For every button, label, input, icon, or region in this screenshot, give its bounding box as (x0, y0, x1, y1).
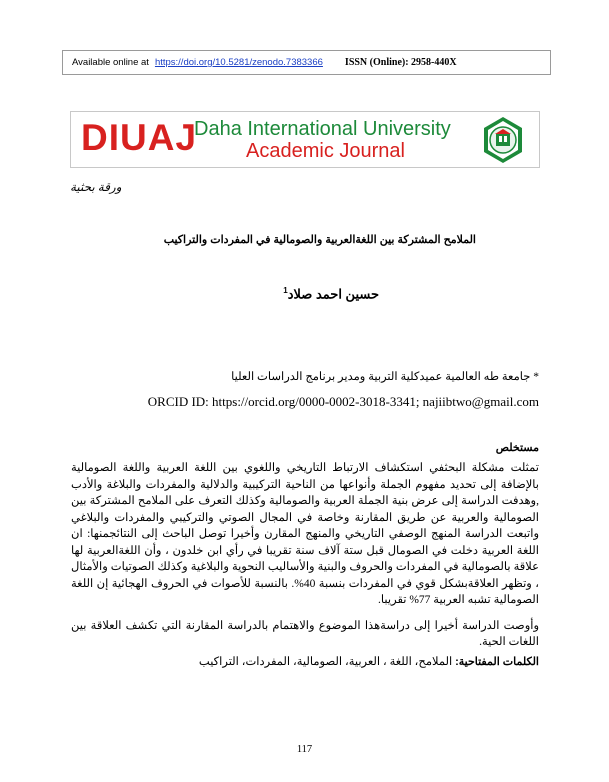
keywords-text: الملامح، اللغة ، العربية، الصومالية، المفردات، التراكيب (198, 656, 453, 668)
paper-type-label: ورقة بحثية (70, 180, 122, 194)
keywords-label: الكلمات المفتاحية: (455, 656, 539, 668)
journal-name-line1: Daha International University (194, 118, 451, 140)
author-name-text: حسين احمد صلاد (287, 286, 379, 302)
abstract-paragraph-1: تمثلت مشكلة البحثفي استكشاف الارتباط التاريخي واللغوي بين اللغة العربية واللغة الصومالية بالإضافة إلى تحديد مفهوم الجملة وأنواعها من الناحية التركيبية والدلالية والمفردات والبلاغة والأدب ,وهدفت الدراسة إلى عرض بنية الجملة العربية والصومالية وكذلك التعرف على الملامح المشتركة بين الصومالية والعربية عن طريق المقارنة وخاصة في المجال الصوتي والتركيبي والمفردات والبلاغي واتبعت الدراسة المنهج الوصفي التاريخي والمنهج المقارن وأخيرا توصل الباحث إلى النتائجمنها: ان اللغة العربية دخلت في الصومال قبل ستة آلاف سنة تقريبا في رأي ابن خلدون ، وأن اللغةالعربية لها علاقة بالصومالية في المفردات والحروف والبنية والأساليب النحوية والبلاغية وكذلك الصوتيات والأمثال ، وتظهر العلاقةبشكل قوي في المفردات بنسبة 40%. بالنسبة للأصوات في الحروف الهجائية إن اللغة الصومالية تشبه العربية 77% تقريبا. (71, 462, 539, 606)
author-name (283, 286, 379, 302)
abstract-paragraph-2: وأوصت الدراسة أخيرا إلى دراسةهذا الموضوع والاهتمام بالدراسة المقارنة التي تكشف العلاقة بين اللغات الحية. (71, 619, 539, 648)
author-superscript: 1 (283, 286, 288, 295)
abstract-heading: مستخلص (495, 442, 539, 454)
paper-title: الملامح المشتركة بين اللغةالعربية والصومالية في المفردات والتراكيب (163, 234, 476, 246)
abstract-body (71, 460, 539, 651)
journal-logo-banner (70, 111, 540, 168)
university-seal-icon (479, 116, 527, 164)
author-affiliation: * جامعة طه العالمية عميدكلية التربية ومدير برنامج الدراسات العليا (231, 371, 539, 383)
journal-name-line2: Academic Journal (246, 140, 405, 162)
publication-info-box (62, 50, 551, 75)
available-online-label: Available online at (72, 57, 149, 68)
issn-label: ISSN (Online): 2958-440X (344, 57, 457, 68)
keywords-line (199, 654, 539, 668)
doi-link[interactable]: https://doi.org/10.5281/zenodo.7383366 (154, 57, 323, 68)
orcid-contact: ORCID ID: https://orcid.org/0000-0002-3018-3341; najiibtwo@gmail.com (147, 394, 539, 409)
page-number: 117 (296, 744, 313, 755)
journal-acronym: DIUAJ (81, 117, 198, 158)
